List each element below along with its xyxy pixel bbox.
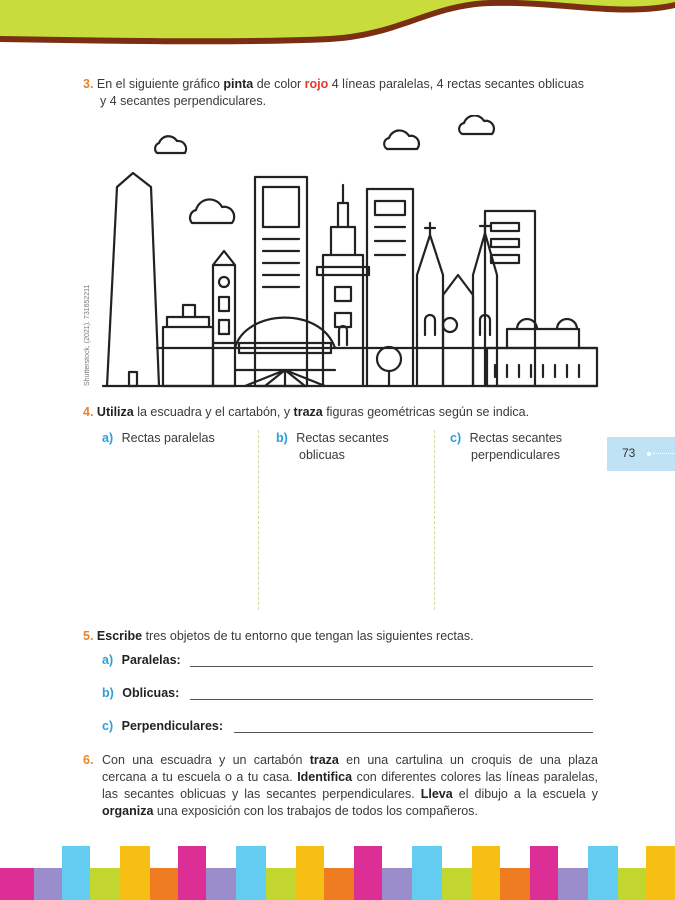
- answer-5c-line[interactable]: [234, 732, 593, 733]
- question-3-text: En el siguiente gráfico pinta de color rojo 4 líneas paralelas, 4 rectas secantes oblicuas: [96, 77, 584, 91]
- question-3-text-line2: y 4 secantes perpendiculares.: [100, 94, 267, 108]
- answer-5a: a) Paralelas:: [102, 653, 181, 667]
- question-6: [83, 752, 598, 820]
- answer-5c: c) Perpendiculares:: [102, 719, 224, 733]
- page-number: 73: [622, 446, 636, 460]
- divider-4b-4c: [434, 430, 435, 610]
- city-skyline-illustration: [95, 115, 605, 390]
- image-credit: Shutterstock, (2021). 731652211: [84, 284, 91, 386]
- page-tab-line: [653, 453, 675, 454]
- answer-5a-line[interactable]: [190, 666, 593, 667]
- question-6-line-2: cercana a tu escuela o a tu casa. Identifica con diferentes colores las líneas paralelas,: [102, 770, 599, 784]
- option-4a: a) Rectas paralelas: [102, 431, 215, 445]
- answer-5b: b) Oblicuas:: [102, 686, 180, 700]
- header-wave: [0, 0, 675, 60]
- option-4b: b) Rectas secantes oblicuas: [276, 431, 389, 462]
- question-6-line-3: las secantes oblicuas y las secantes perpendiculares. Lleva el dibujo a la escuela y: [102, 787, 598, 801]
- question-6-line-4: organiza una exposición con los trabajos de todos los compañeros.: [102, 804, 478, 818]
- divider-4a-4b: [258, 430, 259, 610]
- question-5-number: 5.: [83, 629, 94, 643]
- question-5-text: Escribe tres objetos de tu entorno que tengan las siguientes rectas.: [96, 629, 474, 643]
- question-4-number: 4.: [83, 405, 94, 419]
- option-4c: c) Rectas secantes perpendiculares: [450, 431, 563, 462]
- question-4: [83, 404, 623, 421]
- question-3: [83, 76, 613, 110]
- bottom-color-stripes: [0, 846, 675, 900]
- question-5: [83, 628, 623, 645]
- question-4-text: Utiliza la escuadra y el cartabón, y traza figuras geométricas según se indica.: [96, 405, 530, 419]
- page-number-tab: [607, 437, 675, 471]
- question-6-number: 6.: [83, 753, 94, 767]
- question-6-line-1: Con una escuadra y un cartabón traza en una cartulina un croquis de una plaza: [102, 753, 598, 767]
- page-tab-dot: [647, 452, 651, 456]
- answer-5b-line[interactable]: [190, 699, 593, 700]
- question-3-number: 3.: [83, 77, 94, 91]
